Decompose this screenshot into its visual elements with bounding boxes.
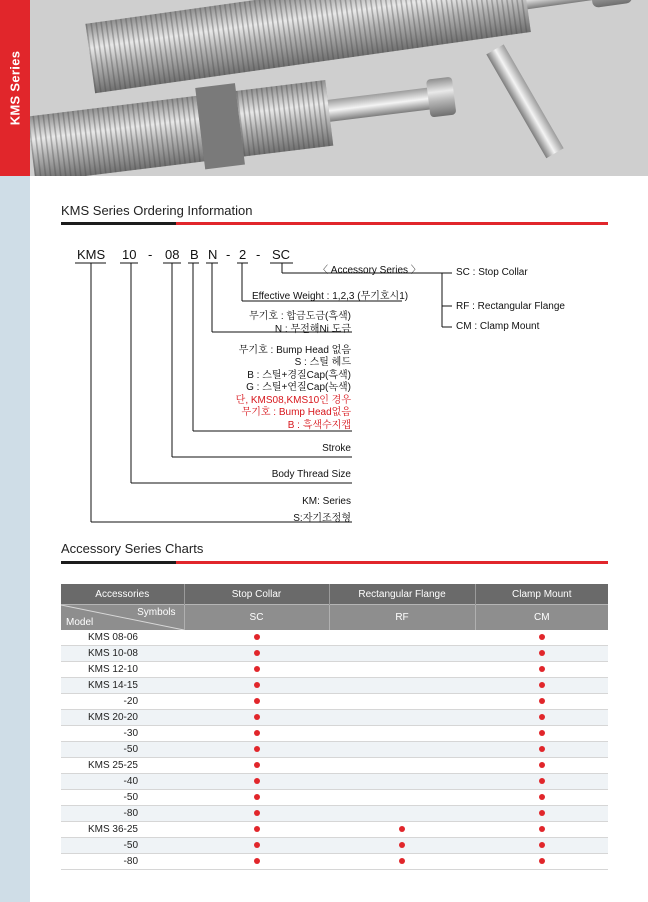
rf-availability-cell bbox=[329, 646, 475, 662]
model-cell: KMS 10-08 bbox=[61, 646, 184, 662]
available-dot-icon bbox=[254, 714, 260, 720]
accessory-section-title: Accessory Series Charts bbox=[61, 541, 204, 556]
available-dot-icon bbox=[399, 826, 405, 832]
cm-availability-cell bbox=[475, 678, 608, 694]
sc-availability-cell bbox=[184, 838, 329, 854]
plating-option-n: N : 무전해Ni 도금 bbox=[274, 324, 351, 335]
cm-availability-cell bbox=[475, 822, 608, 838]
available-dot-icon bbox=[254, 794, 260, 800]
sc-availability-cell bbox=[184, 678, 329, 694]
available-dot-icon bbox=[539, 714, 545, 720]
accessory-option-sc: SC : Stop Collar bbox=[456, 267, 528, 278]
model-cell: -30 bbox=[61, 726, 184, 742]
model-cell: KMS 08-06 bbox=[61, 630, 184, 646]
sc-availability-cell bbox=[184, 822, 329, 838]
rf-availability-cell bbox=[329, 662, 475, 678]
available-dot-icon bbox=[539, 842, 545, 848]
table-row bbox=[61, 646, 608, 662]
sc-availability-cell bbox=[184, 710, 329, 726]
available-dot-icon bbox=[254, 842, 260, 848]
cm-availability-cell bbox=[475, 630, 608, 646]
table-row bbox=[61, 838, 608, 854]
plating-option-default: 무기호 : 합금도금(흑색) bbox=[249, 311, 351, 322]
available-dot-icon bbox=[254, 778, 260, 784]
code-dash: - bbox=[256, 247, 261, 262]
available-dot-icon bbox=[254, 762, 260, 768]
model-cell: -40 bbox=[61, 774, 184, 790]
available-dot-icon bbox=[254, 698, 260, 704]
cm-availability-cell bbox=[475, 854, 608, 870]
code-series: KMS bbox=[77, 247, 106, 262]
head-type-note-condition: 단, KMS08,KMS10인 경우 bbox=[235, 395, 351, 406]
code-head-type: B bbox=[190, 247, 199, 262]
available-dot-icon bbox=[539, 634, 545, 640]
cm-availability-cell bbox=[475, 662, 608, 678]
code-thread-size: 10 bbox=[122, 247, 137, 262]
head-type-option-s: S : 스틸 헤드 bbox=[294, 357, 351, 368]
cm-availability-cell bbox=[475, 710, 608, 726]
available-dot-icon bbox=[539, 698, 545, 704]
table-row bbox=[61, 726, 608, 742]
accessory-series-label: 〈 Accessory Series 〉 bbox=[318, 265, 421, 276]
table-row bbox=[61, 742, 608, 758]
cm-availability-cell bbox=[475, 726, 608, 742]
table-row bbox=[61, 822, 608, 838]
sidebar-series-label: KMS Series bbox=[7, 50, 23, 126]
symbol-cm: CM bbox=[475, 605, 608, 631]
model-cell: -50 bbox=[61, 790, 184, 806]
model-cell: -50 bbox=[61, 742, 184, 758]
head-type-note-default: 무기호 : Bump Head없음 bbox=[241, 407, 351, 418]
rf-availability-cell bbox=[329, 694, 475, 710]
sc-availability-cell bbox=[184, 694, 329, 710]
section-rule-red bbox=[176, 561, 608, 564]
available-dot-icon bbox=[539, 778, 545, 784]
model-cell: KMS 14-15 bbox=[61, 678, 184, 694]
rf-availability-cell bbox=[329, 838, 475, 854]
available-dot-icon bbox=[254, 634, 260, 640]
rf-availability-cell bbox=[329, 806, 475, 822]
sc-availability-cell bbox=[184, 854, 329, 870]
model-cell: -20 bbox=[61, 694, 184, 710]
table-row bbox=[61, 710, 608, 726]
model-cell: KMS 25-25 bbox=[61, 758, 184, 774]
header-clamp-mount: Clamp Mount bbox=[475, 584, 608, 605]
cm-availability-cell bbox=[475, 758, 608, 774]
rf-availability-cell bbox=[329, 630, 475, 646]
symbol-rf: RF bbox=[329, 605, 475, 631]
sc-availability-cell bbox=[184, 790, 329, 806]
header-rectangular-flange: Rectangular Flange bbox=[329, 584, 475, 605]
accessory-option-cm: CM : Clamp Mount bbox=[456, 321, 540, 332]
cm-availability-cell bbox=[475, 774, 608, 790]
accessory-chart-table bbox=[61, 584, 608, 870]
sc-availability-cell bbox=[184, 774, 329, 790]
available-dot-icon bbox=[254, 858, 260, 864]
model-cell: KMS 36-25 bbox=[61, 822, 184, 838]
sc-availability-cell bbox=[184, 646, 329, 662]
code-dash: - bbox=[148, 247, 153, 262]
model-cell: -80 bbox=[61, 806, 184, 822]
code-plating: N bbox=[208, 247, 218, 262]
accessory-chart-body bbox=[61, 630, 608, 870]
available-dot-icon bbox=[254, 730, 260, 736]
model-cell: -80 bbox=[61, 854, 184, 870]
available-dot-icon bbox=[399, 842, 405, 848]
available-dot-icon bbox=[539, 666, 545, 672]
header-symbols-model-cell bbox=[61, 605, 184, 631]
table-row bbox=[61, 758, 608, 774]
available-dot-icon bbox=[539, 730, 545, 736]
available-dot-icon bbox=[254, 650, 260, 656]
available-dot-icon bbox=[539, 858, 545, 864]
code-dash: - bbox=[226, 247, 231, 262]
available-dot-icon bbox=[254, 810, 260, 816]
cm-availability-cell bbox=[475, 742, 608, 758]
available-dot-icon bbox=[539, 762, 545, 768]
table-row bbox=[61, 790, 608, 806]
head-type-option-default: 무기호 : Bump Head 없음 bbox=[238, 345, 351, 356]
available-dot-icon bbox=[254, 682, 260, 688]
stroke-label: Stroke bbox=[322, 443, 351, 454]
header-accessories: Accessories bbox=[61, 584, 184, 605]
model-cell: -50 bbox=[61, 838, 184, 854]
code-weight: 2 bbox=[239, 247, 247, 262]
available-dot-icon bbox=[539, 826, 545, 832]
rf-availability-cell bbox=[329, 854, 475, 870]
sc-availability-cell bbox=[184, 630, 329, 646]
available-dot-icon bbox=[539, 650, 545, 656]
model-cell: KMS 20-20 bbox=[61, 710, 184, 726]
available-dot-icon bbox=[254, 666, 260, 672]
available-dot-icon bbox=[399, 858, 405, 864]
rf-availability-cell bbox=[329, 822, 475, 838]
head-type-option-b: B : 스틸+경질Cap(흑색) bbox=[247, 370, 351, 381]
head-type-note-b: B : 흑색수지캡 bbox=[287, 420, 351, 431]
sc-availability-cell bbox=[184, 742, 329, 758]
cm-availability-cell bbox=[475, 806, 608, 822]
code-stroke: 08 bbox=[165, 247, 180, 262]
table-row bbox=[61, 662, 608, 678]
model-cell: KMS 12-10 bbox=[61, 662, 184, 678]
table-row bbox=[61, 694, 608, 710]
sc-availability-cell bbox=[184, 726, 329, 742]
rf-availability-cell bbox=[329, 774, 475, 790]
section-rule-dark bbox=[61, 561, 176, 564]
table-row bbox=[61, 630, 608, 646]
rf-availability-cell bbox=[329, 758, 475, 774]
series-self-adjusting-label: S:자기조정형 bbox=[293, 513, 351, 524]
available-dot-icon bbox=[539, 682, 545, 688]
available-dot-icon bbox=[254, 826, 260, 832]
sc-availability-cell bbox=[184, 662, 329, 678]
sc-availability-cell bbox=[184, 758, 329, 774]
table-row bbox=[61, 678, 608, 694]
cm-availability-cell bbox=[475, 694, 608, 710]
symbol-sc: SC bbox=[184, 605, 329, 631]
cm-availability-cell bbox=[475, 790, 608, 806]
rf-availability-cell bbox=[329, 678, 475, 694]
header-model: Model bbox=[66, 617, 94, 628]
accessory-option-rf: RF : Rectangular Flange bbox=[456, 301, 565, 312]
head-type-option-g: G : 스틸+연질Cap(녹색) bbox=[246, 382, 351, 393]
table-row bbox=[61, 806, 608, 822]
available-dot-icon bbox=[539, 810, 545, 816]
series-label: KM: Series bbox=[302, 496, 351, 507]
available-dot-icon bbox=[539, 794, 545, 800]
available-dot-icon bbox=[254, 746, 260, 752]
rf-availability-cell bbox=[329, 790, 475, 806]
header-stop-collar: Stop Collar bbox=[184, 584, 329, 605]
rf-availability-cell bbox=[329, 742, 475, 758]
body-thread-label: Body Thread Size bbox=[271, 469, 351, 480]
available-dot-icon bbox=[539, 746, 545, 752]
cm-availability-cell bbox=[475, 838, 608, 854]
rf-availability-cell bbox=[329, 710, 475, 726]
table-row bbox=[61, 774, 608, 790]
effective-weight-label: Effective Weight : 1,2,3 (무기호시1) bbox=[252, 291, 409, 302]
rf-availability-cell bbox=[329, 726, 475, 742]
code-accessory: SC bbox=[272, 247, 291, 262]
table-row bbox=[61, 854, 608, 870]
sc-availability-cell bbox=[184, 806, 329, 822]
cm-availability-cell bbox=[475, 646, 608, 662]
header-symbols: Symbols bbox=[137, 607, 176, 618]
ordering-section-title: KMS Series Ordering Information bbox=[61, 203, 253, 218]
